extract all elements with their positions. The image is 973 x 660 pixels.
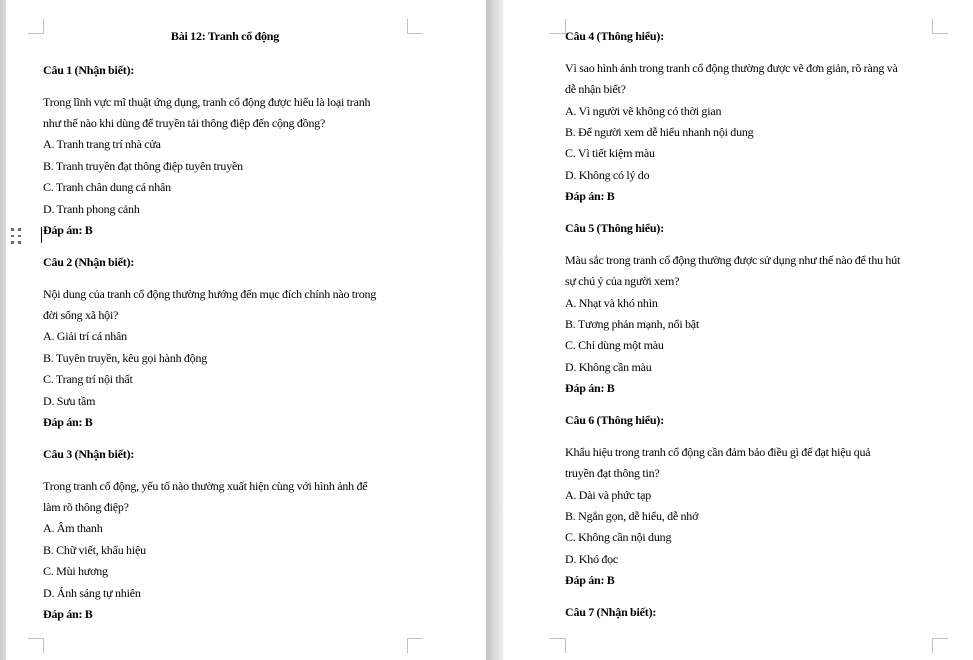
question-text-line[interactable]: đời sống xã hội? [43, 308, 119, 323]
crop-mark-p2-bottom-left [550, 638, 566, 653]
answer-line[interactable]: Đáp án: B [43, 223, 93, 238]
question-text-line[interactable]: Vì sao hình ảnh trong tranh cổ động thường được vẽ đơn giản, rõ ràng và [565, 60, 898, 75]
option-line[interactable]: A. Dài và phức tạp [565, 487, 652, 502]
crop-mark-p1-bottom-left [28, 638, 44, 653]
option-line[interactable]: B. Để người xem dễ hiểu nhanh nội dung [565, 125, 754, 140]
option-line[interactable]: C. Chỉ dùng một màu [565, 338, 664, 353]
question-heading[interactable]: Câu 3 (Nhận biết): [43, 446, 135, 461]
option-line[interactable]: D. Sưu tầm [43, 393, 96, 408]
drag-handle-dot [18, 228, 21, 231]
question-text-line[interactable]: Khẩu hiệu trong tranh cổ động cần đảm bảo điều gì để đạt hiệu quả [565, 444, 871, 459]
question-heading[interactable]: Câu 1 (Nhận biết): [43, 62, 135, 77]
crop-mark-p1-bottom-right [407, 638, 423, 653]
crop-mark-p2-top-left [550, 19, 566, 34]
question-text-line[interactable]: dễ nhận biết? [565, 82, 626, 97]
question-text-line[interactable]: sự chú ý của người xem? [565, 274, 680, 289]
drag-handle-dot [11, 228, 14, 231]
option-line[interactable]: B. Chữ viết, khẩu hiệu [43, 542, 146, 557]
question-text-line[interactable]: Trong tranh cổ động, yếu tố nào thường xuất hiện cùng với hình ảnh để [43, 478, 368, 493]
question-heading[interactable]: Câu 4 (Thông hiểu): [565, 29, 664, 43]
option-line[interactable]: C. Không cần nội dung [565, 530, 672, 545]
question-text-line[interactable]: Màu sắc trong tranh cổ động thường được sử dụng như thế nào để thu hút [565, 252, 901, 267]
option-line[interactable]: A. Giải trí cá nhân [43, 329, 127, 344]
option-line[interactable]: C. Tranh chân dung cá nhân [43, 180, 171, 195]
page-gap [486, 0, 503, 660]
option-line[interactable]: A. Âm thanh [43, 521, 103, 536]
option-line[interactable]: D. Khó đọc [565, 551, 619, 566]
question-heading[interactable]: Câu 6 (Thông hiểu): [565, 413, 664, 428]
question-text-line[interactable]: Nội dung của tranh cổ động thường hướng đến mục đích chính nào trong [43, 286, 377, 301]
drag-handle-dot [11, 235, 14, 238]
option-line[interactable]: D. Tranh phong cảnh [43, 201, 140, 216]
crop-mark-p1-top-right [407, 19, 423, 34]
answer-line[interactable]: Đáp án: B [565, 573, 615, 588]
question-heading[interactable]: Câu 5 (Thông hiểu): [565, 221, 664, 236]
option-line[interactable]: C. Trang trí nội thất [43, 372, 133, 387]
page-1-text-area[interactable] [43, 26, 407, 636]
answer-line[interactable]: Đáp án: B [43, 415, 93, 430]
option-line[interactable]: A. Nhạt và khó nhìn [565, 295, 658, 310]
crop-mark-p1-top-left [28, 19, 44, 34]
question-heading[interactable]: Câu 7 (Nhận biết): [565, 605, 657, 620]
text-insertion-caret [41, 227, 43, 243]
paragraph-drag-handle-icon[interactable] [11, 228, 21, 245]
option-line[interactable]: B. Tranh truyền đạt thông điệp tuyên truyền [43, 158, 243, 173]
crop-mark-p2-bottom-right [932, 638, 948, 653]
drag-handle-dot [18, 241, 21, 244]
option-line[interactable]: B. Tương phản mạnh, nổi bật [565, 317, 700, 332]
option-line[interactable]: D. Không có lý do [565, 167, 650, 182]
option-line[interactable]: C. Vì tiết kiệm màu [565, 146, 655, 161]
option-line[interactable]: B. Tuyên truyền, kêu gọi hành động [43, 350, 208, 365]
question-text-line[interactable]: làm rõ thông điệp? [43, 500, 129, 515]
page-2-text-area[interactable] [565, 26, 932, 634]
question-text-line[interactable]: truyền đạt thông tin? [565, 466, 660, 481]
option-line[interactable]: C. Mùi hương [43, 564, 108, 579]
question-heading[interactable]: Câu 2 (Nhận biết): [43, 254, 135, 269]
question-text-line[interactable]: như thế nào khi dùng để truyền tải thông điệp đến cộng đồng? [43, 116, 326, 130]
question-text-line[interactable]: Trong lĩnh vực mĩ thuật ứng dụng, tranh cổ động được hiểu là loại tranh [43, 94, 371, 109]
option-line[interactable]: A. Tranh trang trí nhà cửa [43, 137, 161, 152]
option-line[interactable]: B. Ngắn gọn, dễ hiểu, dễ nhớ [565, 509, 699, 524]
document-title[interactable]: Bài 12: Tranh cổ động [170, 29, 280, 43]
answer-line[interactable]: Đáp án: B [565, 381, 615, 396]
option-line[interactable]: D. Ánh sáng tự nhiên [43, 585, 141, 600]
option-line[interactable]: A. Vì người vẽ không có thời gian [565, 103, 722, 118]
crop-mark-p2-top-right [932, 19, 948, 34]
drag-handle-dot [18, 235, 21, 238]
drag-handle-dot [11, 241, 14, 244]
answer-line[interactable]: Đáp án: B [565, 189, 615, 204]
answer-line[interactable]: Đáp án: B [43, 607, 93, 622]
option-line[interactable]: D. Không cần màu [565, 359, 652, 374]
